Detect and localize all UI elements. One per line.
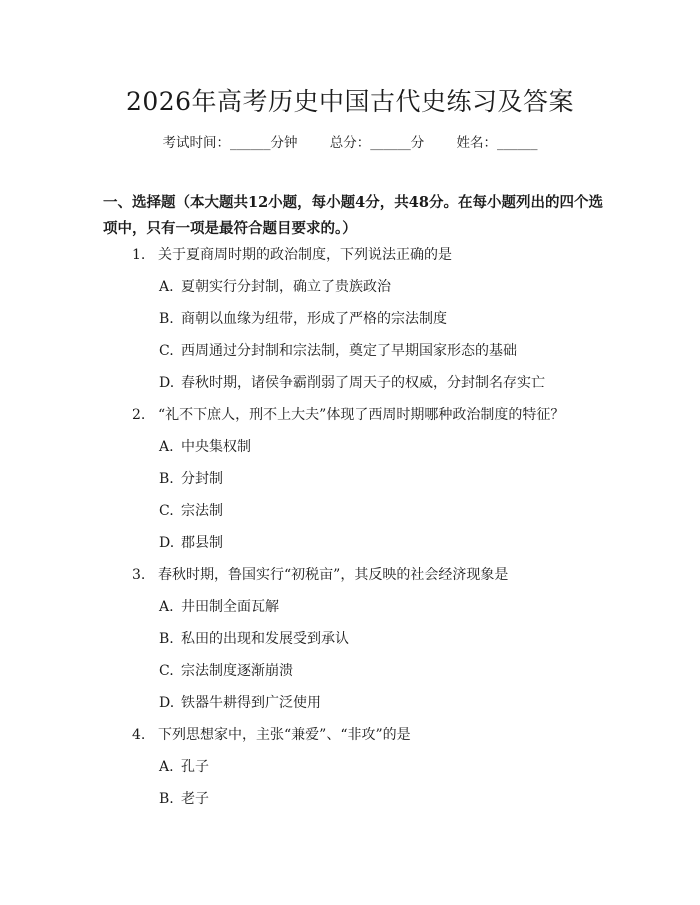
option-4b (159, 788, 209, 808)
exam-time: 考试时间：______分钟 (162, 135, 298, 151)
option-text: 老子 (181, 791, 209, 807)
option-letter: B. (159, 791, 174, 807)
question-text: 关于夏商周时期的政治制度，下列说法正确的是 (158, 247, 452, 263)
question-4 (132, 724, 411, 744)
option-text: 春秋时期，诸侯争霸削弱了周天子的权威，分封制名存实亡 (181, 375, 545, 391)
option-letter: B. (159, 471, 174, 487)
question-number: 2. (132, 407, 146, 423)
option-text: 中央集权制 (181, 439, 251, 455)
question-1 (132, 244, 452, 264)
option-letter: D. (159, 375, 175, 391)
option-text: 宗法制 (181, 503, 223, 519)
question-number: 1. (132, 247, 146, 263)
option-letter: C. (159, 343, 174, 359)
question-3 (132, 564, 508, 584)
option-letter: C. (159, 503, 174, 519)
option-letter: A. (159, 439, 174, 455)
page-title: 2026年高考历史中国古代史练习及答案 (125, 87, 575, 116)
option-text: 分封制 (181, 471, 223, 487)
option-text: 夏朝实行分封制，确立了贵族政治 (181, 279, 391, 295)
option-2d (159, 532, 223, 552)
option-2c (159, 500, 223, 520)
question-text: “礼不下庶人，刑不上大夫”体现了西周时期哪种政治制度的特征？ (158, 407, 565, 423)
option-3b (159, 628, 349, 648)
option-text: 西周通过分封制和宗法制，奠定了早期国家形态的基础 (181, 343, 517, 359)
option-text: 铁器牛耕得到广泛使用 (181, 695, 321, 711)
option-2b (159, 468, 223, 488)
option-1a (159, 276, 391, 296)
option-text: 井田制全面瓦解 (181, 599, 279, 615)
option-1b (159, 308, 447, 328)
option-text: 商朝以血缘为纽带，形成了严格的宗法制度 (181, 311, 447, 327)
total-score: 总分：______分 (329, 135, 425, 151)
option-letter: B. (159, 311, 174, 327)
option-3c (159, 660, 293, 680)
option-4a (159, 756, 209, 776)
student-name: 姓名：______ (456, 135, 538, 151)
question-2 (132, 404, 564, 424)
option-letter: A. (159, 279, 174, 295)
question-text: 下列思想家中，主张“兼爱”、“非攻”的是 (158, 727, 411, 743)
option-3a (159, 596, 279, 616)
option-2a (159, 436, 251, 456)
option-text: 私田的出现和发展受到承认 (181, 631, 349, 647)
option-1c (159, 340, 517, 360)
option-letter: B. (159, 631, 174, 647)
exam-info (0, 131, 700, 151)
option-text: 郡县制 (181, 535, 223, 551)
option-text: 宗法制度逐渐崩溃 (181, 663, 293, 679)
option-letter: A. (159, 599, 174, 615)
option-text: 孔子 (181, 759, 209, 775)
option-1d (159, 372, 545, 392)
option-letter: A. (159, 759, 174, 775)
option-letter: C. (159, 663, 174, 679)
section-heading: 一、选择题（本大题共12小题，每小题4分，共48分。在每小题列出的四个选项中，只有一项是最符合题目要求的。） (103, 194, 603, 237)
option-letter: D. (159, 535, 175, 551)
question-number: 4. (132, 727, 146, 743)
option-3d (159, 692, 321, 712)
question-text: 春秋时期，鲁国实行“初税亩”，其反映的社会经济现象是 (158, 567, 509, 583)
option-letter: D. (159, 695, 175, 711)
question-number: 3. (132, 567, 146, 583)
